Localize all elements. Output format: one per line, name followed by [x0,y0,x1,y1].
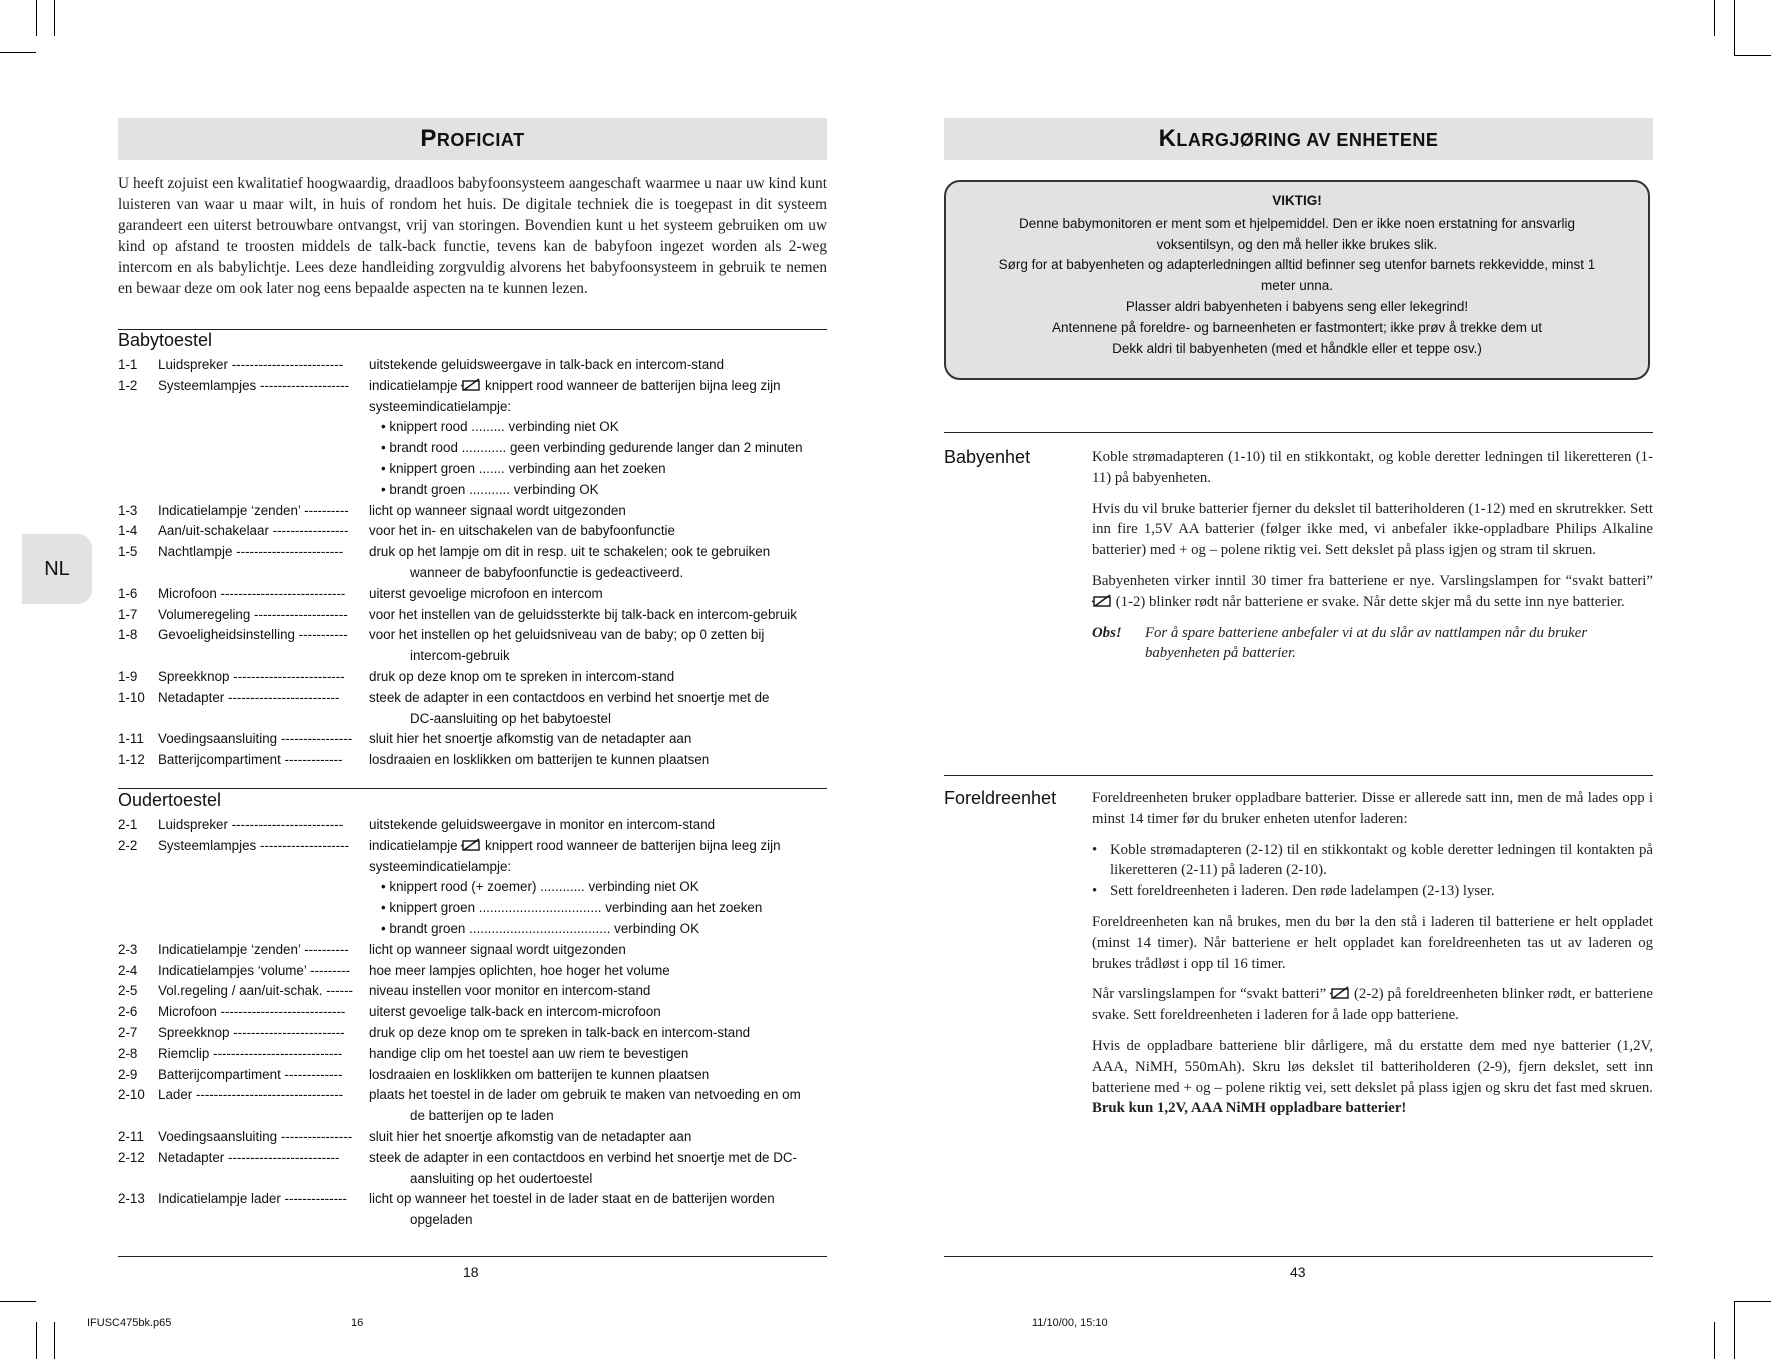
intro-paragraph: U heeft zojuist een kwalitatief hoogwaardig, draadloos babyfoonsysteem aangeschaft waarmee u naar uw kind kunt luisteren van waar u maar wilt, in huis of rondom het huis. De digitale techniek die is toegepast in dit systeem garandeert een uiterst betrouwbare ontvangst, vrij van storingen. Bovendien kunt u het systeem gebruiken om uw kind op afstand te troosten middels de talk-back functie, tevens kan de babyfoon ingezet worden als 2-weg intercom en als babylichtje. Lees deze handleiding zorgvuldig alvorens het babyfoonsysteem in gebruik te nemen en bewaar deze om ook later nog eens bepaalde aspecten na te kunnen lezen. [118,175,827,297]
crop-mark [0,1301,36,1302]
language-tab: NL [22,534,92,604]
list-item: 1-10 Netadapter ------------------------- steek de adapter in een contactdoos en verbind het snoertje met de [118,689,770,705]
low-battery-icon [1330,986,1350,1000]
crop-mark [1734,1301,1771,1302]
crop-mark [54,0,55,36]
list-item: 1-2 Systeemlampjes -------------------- indicatielampje knippert rood wanneer de batterijen bijna leeg zijn [118,377,781,393]
list-item: 2-1 Luidspreker ------------------------- uitstekende geluidsweergave in monitor en intercom-stand [118,817,716,832]
page-number-left: 18 [463,1264,479,1280]
right-page-title: KLARGJØRING AV ENHETENE [1158,125,1439,152]
babyenhet-label: Babyenhet [944,447,1031,467]
oudertoestel-heading: Oudertoestel [118,790,222,810]
list-item: 2-2 Systeemlampjes -------------------- indicatielampje knippert rood wanneer de batterijen bijna leeg zijn [118,837,781,853]
list-item: 1-12 Batterijcompartiment ------------- losdraaien en losklikken om batterijen te kunnen plaatsen [118,752,710,768]
list-item: 1-3 Indicatielampje ‘zenden’ ---------- licht op wanneer signaal wordt uitgezonden [118,502,626,518]
list-item: 1-8 Gevoeligheidsinstelling ----------- voor het instellen op het geluidsniveau van de baby; op 0 zetten bij [118,627,765,643]
list-item: 2-11 Voedingsaansluiting ---------------- sluit hier het snoertje afkomstig van de netadapter aan [118,1128,692,1144]
list-item: • knippert groen ....... verbinding aan het zoeken [381,460,666,476]
divider [944,775,1653,776]
left-page-title: PROFICIAT [420,125,525,152]
warning-title: VIKTIG! [1272,193,1322,208]
list-item: 1-9 Spreekknop ------------------------- druk op deze knop om te spreken in intercom-stand [118,668,675,684]
low-battery-icon [461,378,481,392]
footer-rule [944,1256,1653,1257]
oudertoestel-parts-list: 2-1 Luidspreker ------------------------- uitstekende geluidsweergave in monitor en intercom-stand 2-2 Systeemlampjes -------------------- indicatielampje knippert rood wanneer de batterijen bijna leeg zijn systeemindicatielampje: • knippert rood (+ zoemer) ............ verbinding niet OK • knippert groen ................................. verbinding aan het zoeken • brandt groen ...................................... verbinding OK 2-3 Indicatielampje ‘zenden’ ---------- licht op wanneer signaal wordt uitgezonden 2-4 Indicatielampjes ‘volume’ --------- hoe meer lampjes oplichten, hoe hoger het volume 2-5 Vol.regeling / aan/uit-schak. ------ niveau instellen voor monitor en intercom-stand 2-6 Microfoon ---------------------------- uiterst gevoelige talk-back en intercom-microfoon 2-7 Spreekknop ------------------------- druk op deze knop om te spreken in talk-back en intercom-stand 2-8 Riemclip ----------------------------- handige clip om het toestel aan uw riem te bevestigen 2-9 Batterijcompartiment ------------- losdraaien en losklikken om batterijen te kunnen plaatsen 2-10 Lader --------------------------------- plaats het toestel in de lader om gebruik te maken van netvoeding en om de batterijen op te laden 2-11 Voedingsaansluiting ---------------- sluit hier het snoertje afkomstig van de netadapter aan 2-12 Netadapter ------------------------- steek de adapter in een contactdoos en verbind het snoertje met de DC- aansluiting op het oudertoestel 2-13 Indicatielampje lader -------------- licht op wanneer het toestel in de lader staat en de batterijen worden opgeladen [118,815,838,1231]
crop-mark [1734,1301,1735,1359]
footer-date: 11/10/00, 15:10 [1032,1317,1108,1329]
page-number-right: 43 [1290,1264,1306,1280]
list-item: 2-6 Microfoon ---------------------------- uiterst gevoelige talk-back en intercom-microfoon [118,1004,661,1020]
list-item: 2-13 Indicatielampje lader -------------- licht op wanneer het toestel in de lader staat en de batterijen worden [118,1191,775,1207]
divider [118,329,827,330]
warning-box: VIKTIG! Denne babymonitoren er ment som et hjelpemiddel. Den er ikke noen erstatning for ansvarlig voksentilsyn, og den må heller ikke brukes slik. Sørg for at babyenheten og adapterledningen alltid befinner seg utenfor barnets rekkevidde, minst 1 meter unna. Plasser aldri babyenheten i babyens seng eller lekegrind! Antennene på foreldre- og barneenheten er fastmontert; ikke prøv å trekke dem ut Dekk aldri til babyenheten (med et håndkle eller et teppe osv.) [944,180,1650,380]
crop-mark [54,1322,55,1359]
babyenhet-body: Koble strømadapteren (1-10) til en stikkontakt, og koble deretter ledningen til likeretteren (1-11) på babyenheten. Hvis du vil bruke batterier fjerner du dekslet til batteriholderen (1-12) med en skrutrekker. Sett inn fire 1,5V AA batterier (følger ikke med, vi anbefaler ikke-oppladbare Philips Alkaline batterier) med + og – polene riktig vei. Sett dekslet på plass igjen og stram til skruen. Babyenheten virker inntil 30 timer fra batteriene er nye. Varslingslampen for “svakt batteri” (1-2) blinker rødt når batteriene er svake. Når dette skjer må du sette inn nye batterier. Obs! For å spare batteriene anbefaler vi at du slår av nattlampen når du bruker babyenheten på batterier. [1092,447,1653,664]
list-item: • brandt rood ............ geen verbinding gedurende langer dan 2 minuten [381,440,803,456]
list-item: 2-4 Indicatielampjes ‘volume’ --------- hoe meer lampjes oplichten, hoe hoger het volume [118,962,670,978]
list-item: 1-1 Luidspreker ------------------------- uitstekende geluidsweergave in talk-back en intercom-stand [118,357,725,372]
footer-page: 16 [351,1317,364,1329]
list-item: • Koble strømadapteren (2-12) til en stikkontakt og koble deretter ledningen til kontakten på likeretteren (2-11) på laderen (2-10). [1092,841,1653,879]
list-item: 2-7 Spreekknop ------------------------- druk op deze knop om te spreken in talk-back en intercom-stand [118,1024,751,1040]
list-item: 2-9 Batterijcompartiment ------------- losdraaien en losklikken om batterijen te kunnen plaatsen [118,1066,710,1082]
crop-mark [1714,1322,1715,1359]
footer-rule [118,1256,827,1257]
list-item: 2-5 Vol.regeling / aan/uit-schak. ------ niveau instellen voor monitor en intercom-stand [118,983,651,999]
babytoestel-heading: Babytoestel [118,330,213,350]
crop-mark [1734,0,1735,55]
divider [944,432,1653,433]
footer-file: IFUSC475bk.p65 [87,1317,172,1329]
list-item: • brandt groen ........... verbinding OK [381,481,599,497]
list-item: • knippert groen ................................. verbinding aan het zoeken [381,900,763,916]
left-title-bar [118,118,827,160]
low-battery-icon [461,838,481,852]
low-battery-icon [1092,594,1112,608]
right-title-bar [944,118,1653,160]
foreldreenhet-body: Foreldreenheten bruker oppladbare batterier. Disse er allerede satt inn, men de må lades opp i minst 14 timer før du bruker enheten utenfor laderen: • Koble strømadapteren (2-12) til en stikkontakt og koble deretter ledningen til kontakten på likeretteren (2-11) på laderen (2-10). • Sett foreldreenheten i laderen. Den røde ladelampen (2-13) lyser. Foreldreenheten kan nå brukes, men du bør la den stå i laderen til batteriene er helt oppladet (minst 14 timer). Når batteriene er helt oppladet kan foreldreenheten tas ut av laderen og brukes trådløst i opp til 16 timer. Når varslingslampen for “svakt batteri” (2-2) på foreldreenheten blinker rødt, er batteriene svake. Sett foreldreenheten i laderen for å lade opp batteriene. Hvis de oppladbare batteriene blir dårligere, må du erstatte dem med nye batterier (1,2V, AAA, NiMH, 550mAh). Skru løs dekslet til batteriholderen (2-9), fjern dekslet, sett inn batteriene med + og – polene riktig vei, sett dekslet på plass igjen og skru det fast med skruen. Bruk kun 1,2V, AAA NiMH oppladbare batterier! [1092,790,1654,1117]
list-item: 2-8 Riemclip ----------------------------- handige clip om het toestel aan uw riem te bevestigen [118,1045,689,1061]
list-item: 1-7 Volumeregeling --------------------- voor het instellen van de geluidssterkte bij talk-back en intercom-gebruik [118,606,797,622]
list-item: • brandt groen ...................................... verbinding OK [381,920,700,936]
foreldreenhet-label: Foreldreenhet [944,788,1057,808]
babytoestel-parts-list: 1-1 Luidspreker ------------------------- uitstekende geluidsweergave in talk-back en intercom-stand 1-2 Systeemlampjes -------------------- indicatielampje knippert rood wanneer de batterijen bijna leeg zijn systeemindicatielampje: • knippert rood ......... verbinding niet OK • brandt rood ............ geen verbinding gedurende langer dan 2 minuten • knippert groen ....... verbinding aan het zoeken • brandt groen ........... verbinding OK 1-3 Indicatielampje ‘zenden’ ---------- licht op wanneer signaal wordt uitgezonden 1-4 Aan/uit-schakelaar ----------------- voor het in- en uitschakelen van de babyfoonfunctie 1-5 Nachtlampje ------------------------ druk op het lampje om dit in resp. uit te schakelen; ook te gebruiken wanneer de babyfoonfunctie is gedeactiveerd. 1-6 Microfoon ---------------------------- uiterst gevoelige microfoon en intercom 1-7 Volumeregeling --------------------- voor het instellen van de geluidssterkte bij talk-back en intercom-gebruik 1-8 Gevoeligheidsinstelling ----------- voor het instellen op het geluidsniveau van de baby; op 0 zetten bij intercom-gebruik 1-9 Spreekknop ------------------------- druk op deze knop om te spreken in intercom-stand 1-10 Netadapter ------------------------- steek de adapter in een contactdoos en verbind het snoertje met de DC-aansluiting op het babytoestel 1-11 Voedingsaansluiting ---------------- sluit hier het snoertje afkomstig van de netadapter aan 1-12 Batterijcompartiment ------------- losdraaien en losklikken om batterijen te kunnen plaatsen [118,355,838,771]
divider [118,788,827,789]
list-item: • Sett foreldreenheten i laderen. Den røde ladelampen (2-13) lyser. [1092,883,1495,900]
crop-mark [1734,55,1771,56]
crop-mark [0,52,36,53]
list-item: 1-4 Aan/uit-schakelaar ----------------- voor het in- en uitschakelen van de babyfoonfunctie [118,523,675,539]
list-item: 2-10 Lader --------------------------------- plaats het toestel in de lader om gebruik te maken van netvoeding en om [118,1087,801,1103]
crop-mark [36,1322,37,1359]
list-item: • knippert rood ......... verbinding niet OK [381,419,619,435]
obs-note: Obs! For å spare batteriene anbefaler vi at du slår av nattlampen når du bruker babyenheten på batterier. [1092,624,1588,662]
list-item: 1-5 Nachtlampje ------------------------ druk op het lampje om dit in resp. uit te schakelen; ook te gebruiken [118,544,771,560]
crop-mark [36,0,37,36]
list-item: 2-3 Indicatielampje ‘zenden’ ---------- licht op wanneer signaal wordt uitgezonden [118,941,626,957]
list-item: • knippert rood (+ zoemer) ............ verbinding niet OK [381,879,699,895]
crop-mark [1714,0,1715,36]
list-item: 1-11 Voedingsaansluiting ---------------- sluit hier het snoertje afkomstig van de netadapter aan [118,731,692,747]
list-item: 1-6 Microfoon ---------------------------- uiterst gevoelige microfoon en intercom [118,585,603,601]
list-item: 2-12 Netadapter ------------------------- steek de adapter in een contactdoos en verbind het snoertje met de DC- [118,1149,798,1165]
